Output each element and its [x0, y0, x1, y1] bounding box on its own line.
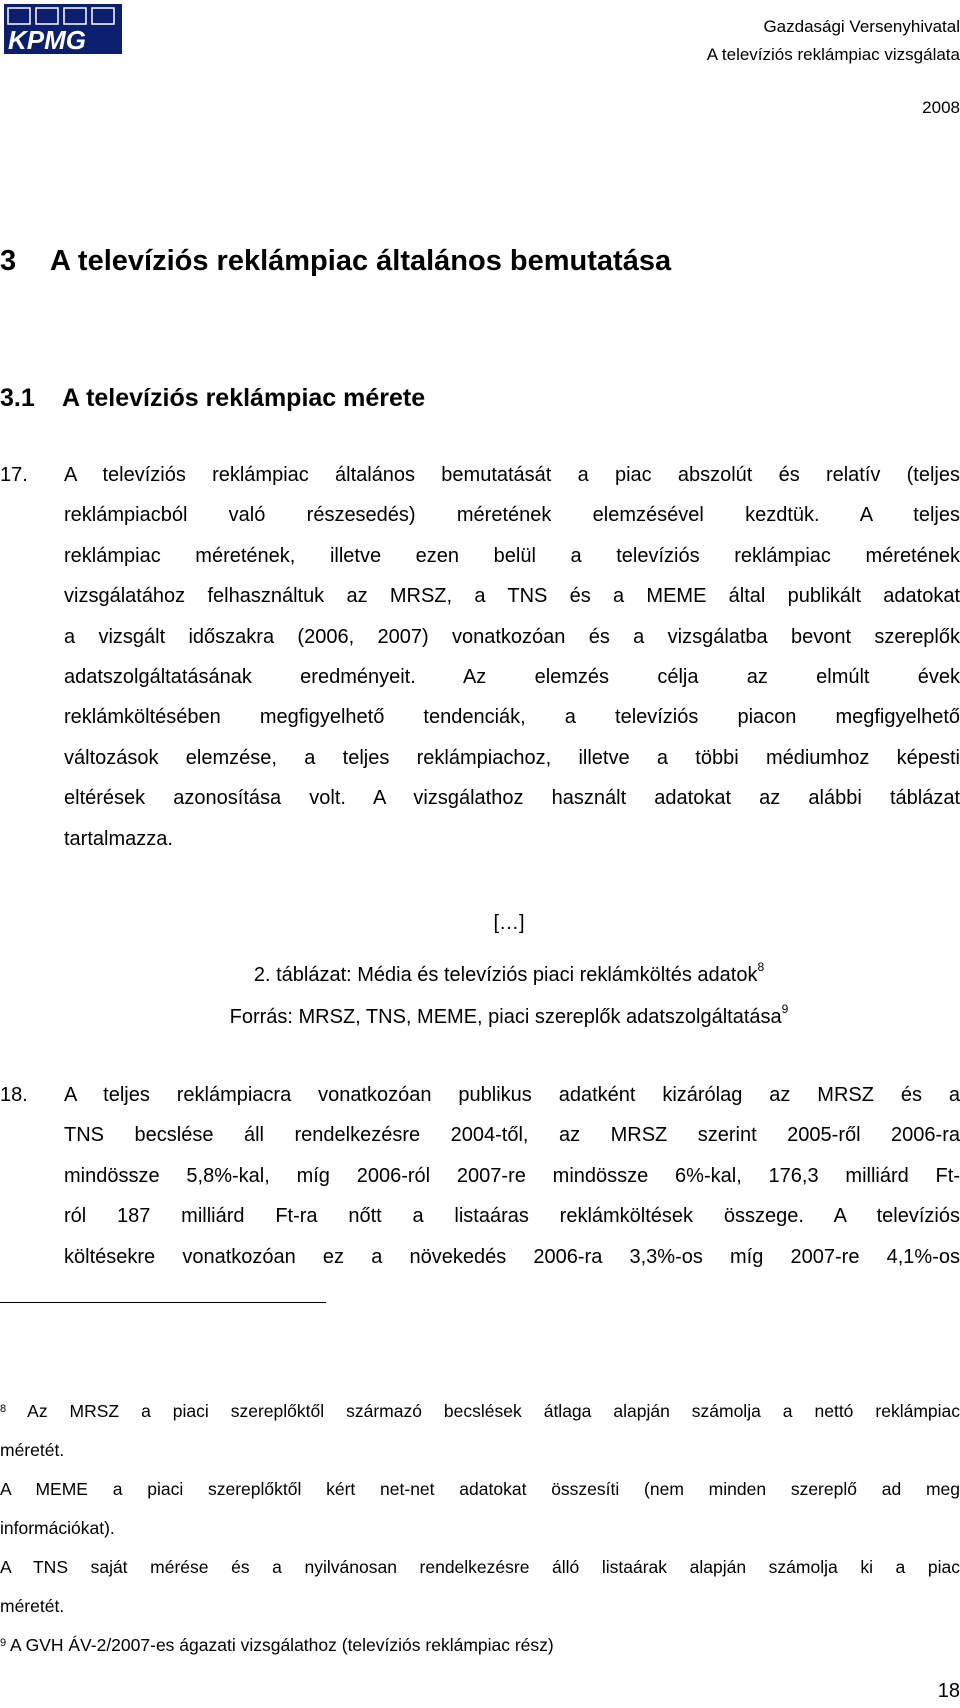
page-number: 18 [937, 1680, 960, 1702]
subsection-heading [0, 384, 425, 413]
paragraph-line: adatszolgáltatásának eredményeit. Az elemzés célja az elmúlt évek [64, 666, 960, 689]
paragraph-line: reklámköltésében megfigyelhető tendenciák, a televíziós piacon megfigyelhető [64, 706, 960, 729]
header-subtitle: A televíziós reklámpiac vizsgálata [706, 45, 960, 64]
subsection-number: 3.1 [0, 384, 35, 412]
footnote-9 [0, 1626, 960, 1665]
paragraph-18 [0, 1075, 960, 1277]
paragraph-line: reklámpiacból való részesedés) méretének elemzésével kezdtük. A teljes [64, 504, 960, 527]
header-year: 2008 [922, 98, 960, 117]
footnote-line: méretét. [0, 1440, 65, 1460]
paragraph-line: mindössze 5,8%-kal, míg 2006-ról 2007-re mindössze 6%-kal, 176,3 milliárd Ft- [64, 1164, 960, 1187]
table-caption [0, 960, 960, 987]
paragraph-line: ról 187 milliárd Ft-ra nőtt a listaáras reklámköltések összege. A televíziós [64, 1205, 960, 1228]
paragraph-line: a vizsgált időszakra (2006, 2007) vonatkozóan és a vizsgálatba bevont szereplők [64, 625, 960, 648]
paragraph-line: reklámpiac méretének, illetve ezen belül a televíziós reklámpiac méretének [64, 544, 960, 567]
footnote-separator [0, 1302, 326, 1303]
section-title: A televíziós reklámpiac általános bemutatása [50, 245, 672, 277]
paragraph-line: TNS becslése áll rendelkezésre 2004-től, az MRSZ szerint 2005-ről 2006-ra [64, 1124, 960, 1147]
footnote-text: A GVH ÁV-2/2007-es ágazati vizsgálathoz (televíziós reklámpiac rész) [10, 1635, 554, 1655]
logo-text: KPMG [8, 25, 86, 54]
header-organisation: Gazdasági Versenyhivatal [763, 17, 960, 36]
footnote-8 [0, 1392, 960, 1431]
paragraph-line: A teljes reklámpiacra vonatkozóan publikus adatként kizárólag az MRSZ és a [64, 1084, 960, 1106]
paragraph-line: költésekre vonatkozóan ez a növekedés 2006-ra 3,3%-os míg 2007-re 4,1%-os [64, 1245, 960, 1268]
table-source [0, 1002, 960, 1029]
running-header [400, 13, 960, 69]
footnote-line: A TNS saját mérése és a nyilvánosan rendelkezésre álló listaárak alapján számolja ki a piac [0, 1557, 960, 1577]
paragraph-line: változások elemzése, a teljes reklámpiachoz, illetve a többi médiumhoz képesti [64, 746, 960, 769]
paragraph-number: 17. [0, 464, 28, 486]
kpmg-logo [4, 4, 122, 54]
omission-marker: […] [493, 912, 525, 934]
table-caption-text: 2. táblázat: Média és televíziós piaci reklámköltés adatok [253, 964, 758, 986]
kpmg-logo-graphic [4, 4, 122, 54]
paragraph-17 [0, 455, 960, 859]
section-heading [0, 245, 671, 278]
paragraph-line: vizsgálatához felhasználtuk az MRSZ, a TNS és a MEME által publikált adatokat [64, 585, 960, 608]
paragraph-line: A televíziós reklámpiac általános bemutatását a piac abszolút és relatív (teljes [64, 464, 960, 486]
table-source-text: Forrás: MRSZ, TNS, MEME, piaci szereplők adatszolgáltatása [229, 1006, 782, 1028]
footnote-text: Az MRSZ a piaci szereplőktől származó becslések átlaga alapján számolja a nettó reklámpiac [27, 1401, 960, 1421]
paragraph-line: tartalmazza. [64, 827, 173, 850]
section-number: 3 [0, 245, 17, 277]
paragraph-line: eltérések azonosítása volt. A vizsgálathoz használt adatokat az alábbi táblázat [64, 787, 960, 810]
paragraph-number: 18. [0, 1084, 28, 1106]
subsection-title: A televíziós reklámpiac mérete [62, 384, 426, 412]
footnote-line: méretét. [0, 1596, 65, 1616]
footnote-marker: 9 [0, 1637, 7, 1649]
footnote-line: információkat). [0, 1518, 115, 1538]
footnote-ref: 8 [757, 960, 765, 974]
footnote-line: A MEME a piaci szereplőktől kért net-net adatokat összesíti (nem minden szereplő ad meg [0, 1479, 960, 1499]
footnote-marker: 8 [0, 1403, 7, 1415]
footnote-ref: 9 [781, 1002, 789, 1016]
